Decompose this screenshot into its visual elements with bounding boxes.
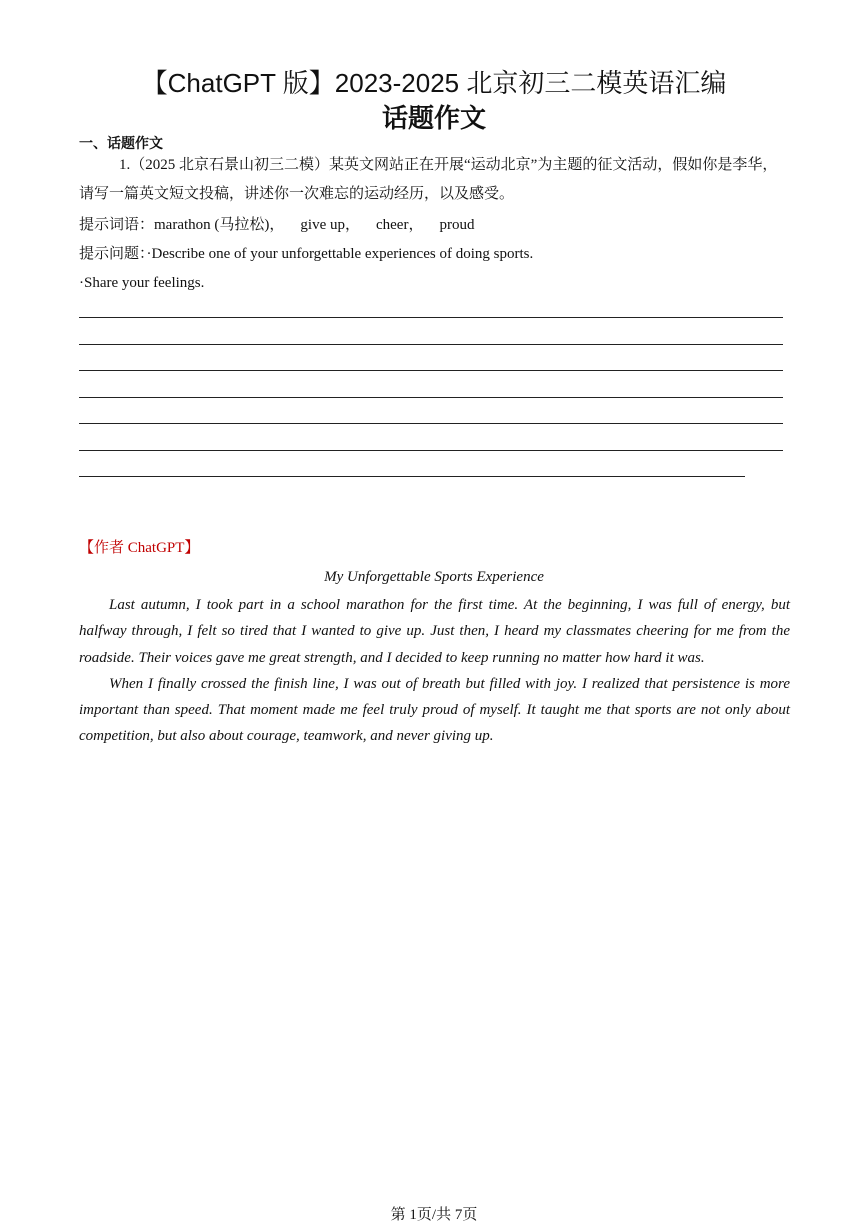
- writing-line: [79, 370, 783, 371]
- hint-word: give up，: [300, 217, 360, 233]
- writing-line: [79, 397, 783, 398]
- writing-line: [79, 317, 783, 318]
- writing-line: [79, 344, 783, 345]
- hint-questions-label: 提示问题：: [79, 246, 147, 262]
- hint-word: cheer，: [375, 217, 424, 233]
- hint-words-label: 提示词语：: [79, 217, 155, 233]
- section-heading: 一、话题作文: [79, 136, 163, 152]
- hint-words: [79, 214, 791, 236]
- writing-line: [79, 423, 783, 424]
- essay-title: My Unforgettable Sports Experience: [324, 569, 544, 585]
- hint-question-2: ·Share your feelings.: [79, 275, 205, 291]
- hint-question-1: [79, 243, 791, 265]
- document-subtitle: 话题作文: [381, 103, 486, 133]
- hint-word: proud: [439, 217, 475, 233]
- question-prompt-line-2: 请写一篇英文短文投稿，讲述你一次难忘的运动经历，以及感受。: [79, 186, 515, 202]
- essay-paragraph: Last autumn, I took part in a school marathon for the first time. At the beginning, I was full of energy, but halfway through, I felt so tired that I wanted to give up. Just then, I heard my classmates cheering for me from the roadside. Their voices gave me great strength, and I decided to keep running no matter how hard it was.: [79, 597, 790, 666]
- writing-line: [79, 450, 783, 451]
- document-title: 【ChatGPT 版】2023-2025 北京初三二模英语汇编: [141, 68, 727, 98]
- answer-writing-lines: [79, 317, 783, 503]
- essay-body: [79, 592, 790, 750]
- answer-author: 【作者 ChatGPT】: [79, 540, 200, 556]
- page-number: 第 1页/共 7页: [390, 1207, 478, 1223]
- hint-word: marathon (马拉松)，: [154, 217, 285, 233]
- writing-line: [79, 476, 745, 477]
- essay-paragraph: When I finally crossed the finish line, I was out of breath but filled with joy. I realized that persistence is more important than speed. That moment made me feel truly proud of myself. It taught me that sports are not only about competition, but also about courage, teamwork, and never giving up.: [79, 675, 790, 745]
- hint-question-text: ·Describe one of your unforgettable experiences of doing sports.: [146, 246, 534, 262]
- question-prompt-line-1: 1.（2025 北京石景山初三二模）某英文网站正在开展“运动北京”为主题的征文活动，假如你是李华，: [119, 157, 778, 173]
